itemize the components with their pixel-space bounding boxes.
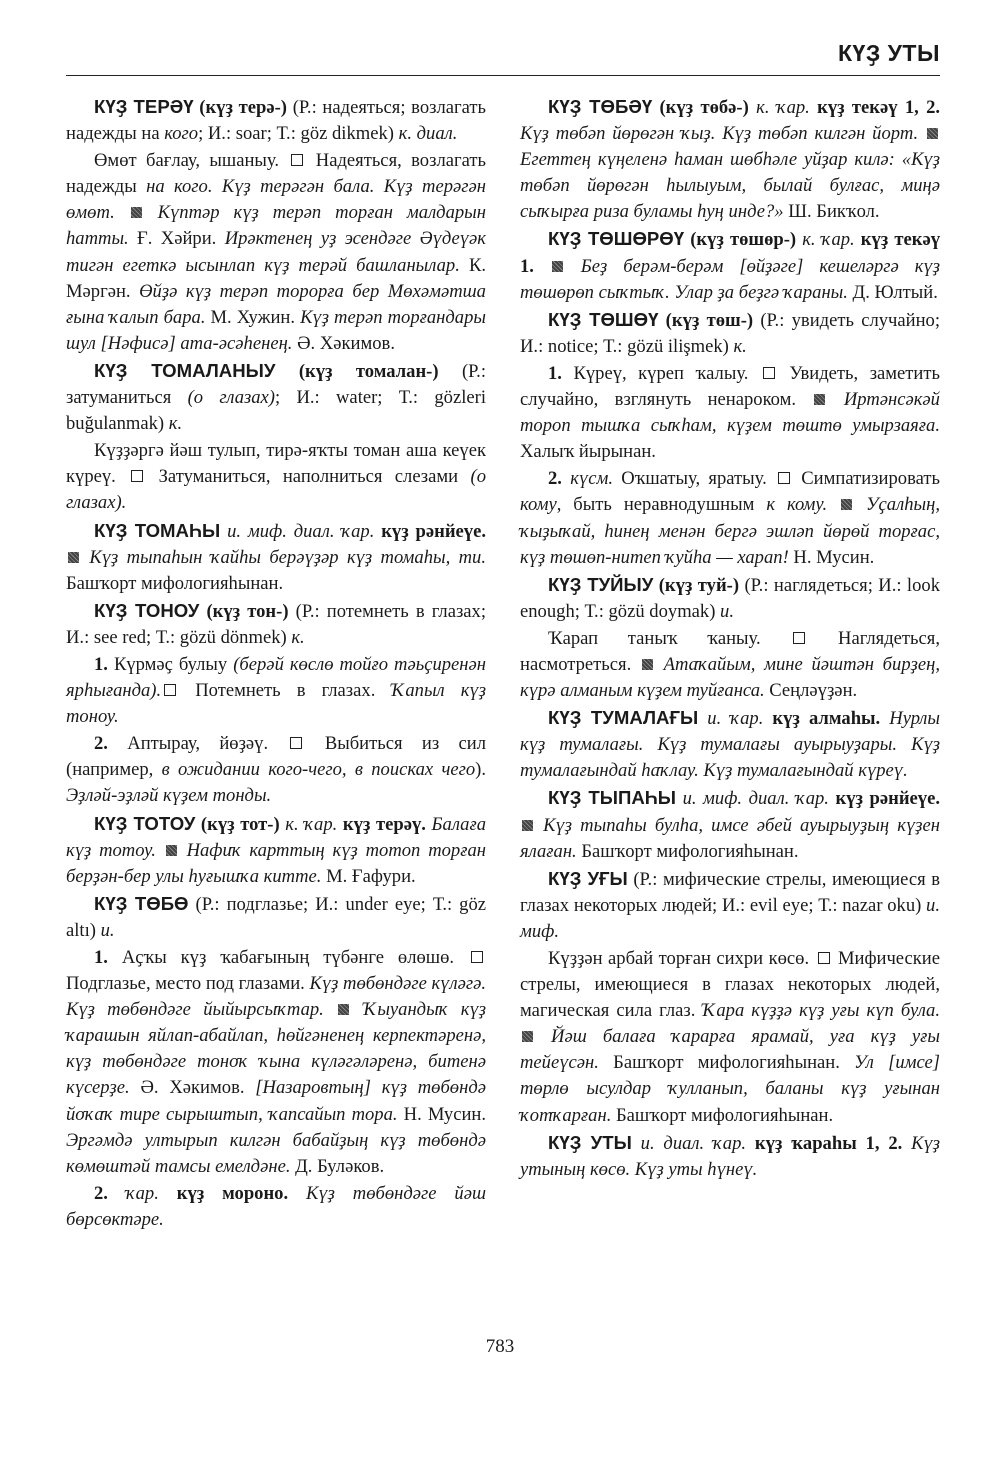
entry-kuz-uty: КҮҘ УТЫ и. диал. ҡар. күҙ ҡараһы 1, 2. Күҙ утының көсө. Күҙ уты һүнеү. [520,1131,940,1180]
translation-box-icon [818,952,830,964]
translation-box-icon [290,737,302,749]
entry-kuz-tuyyu: КҮҘ ТУЙЫУ (күҙ туй-) (Р.: наглядеться; И.: look enough; Т.: gözü doymak) и. [520,573,940,622]
quotation-square-icon [642,659,653,670]
headword: КҮҘ ТӨБӘҮ [548,96,653,117]
translation-box-icon [131,470,143,482]
translation-box-icon [164,684,176,696]
page-number: 783 [485,1336,515,1357]
entry-kuz-tonou: КҮҘ ТОНОУ (күҙ тон-) (Р.: потемнеть в глазах; И.: see red; Т.: gözü dönmek) к. [66,599,487,648]
headword: КҮҘ ТЫПАҺЫ [548,787,677,809]
entry-definition: Күҙҙән арбай торған сихри көсө. Мифические стрелы, имеющиеся в глазах некоторых людей, магическая сила глаз. Ҡара күҙҙә күҙ уғы күп була. Йәш балаға ҡарарға ярамай, уға күҙ уғы тейеүсән. Башҡорт мифологияһынан. Ул [имсе] төрлө ысулдар ҡулланып, баланы күҙ уғынан ҡотҡарған. Башҡорт мифологияһынан. [520,948,940,1126]
headword: КҮҘ ТӨБӨ [94,892,189,914]
headword: КҮҘ ТУМАЛАҒЫ [548,707,699,729]
running-head: КҮҘ УТЫ [837,40,940,66]
headword: КҮҘ ТОМАЛАНЫУ [94,359,276,381]
verb-form: (күҙ томалан-) [298,360,439,382]
quotation-square-icon [814,394,825,405]
sense-1: 1. Аҫҡы күҙ ҡабағының түбәнге өлөшө. Подглазье, место под глазами. Күҙ төбөндәге күләгә. Күҙ төбөндәге йыйырсыҡтар. Ҡыуандыҡ күҙ ҡарашын яйлап-абайлап, һөйгәненең керпектәренә, күҙ төбөндәге тоноҡ ҡына күләгәләренә, битенә күсерҙе. Ә. Хәкимов. [Назаровтың] күҙ төбөндә йоҡаҡ тире сырыштып, ҡапсайып тора. Н. Мусин. Эргәмдә ултырып килгән бабайҙың күҙ төбөндә көмөштәй тамсы емелдәне. Д. Буләков. [66,947,486,1177]
entry-kuz-totou: КҮҘ ТОТОУ (күҙ тот-) к. ҡар. күҙ терәү. Балаға күҙ тотоу. Нафиҡ карттың күҙ тотоп торған берҙән-бер улы һуғышҡа китте. М. Ғафури. [66,812,486,887]
verb-form: (күҙ төшөр-) [690,229,797,251]
verb-form: (күҙ тон-) [206,600,289,622]
quotation-square-icon [927,128,938,139]
headword: КҮҘ ТУЙЫУ [548,573,654,595]
entry-kuz-terau: КҮҘ ТЕРӘҮ (күҙ терә-) (Р.: надеяться; возлагать надежды на кого; И.: soar; Т.: göz dikmek) к. диал. [66,96,487,145]
quotation-square-icon [166,845,177,856]
translation-box-icon [291,154,303,166]
entry-kuz-tobo: КҮҘ ТӨБӨ (Р.: подглазье; И.: under eye; Т.: göz altı) и. [66,892,486,941]
entry-definition: Өмөт бағлау, ышаныу. Надеяться, возлагать надежды на кого. Күҙ терәгән бала. Күҙ терәгән өмөт. Күптәр күҙ терәп торған малдарын һатты. Ғ. Хәйри. Ирәктенең уҙ эсендәге Әүдеүәк тигән егеткә ысынлап күҙ терәй башланылар. К. Мәргән. Өйҙә күҙ терәп торорға бер Мөхәмәтша ғына ҡалып бара. М. Хужин. Күҙ терәп торғандары шул [Нәфисә] ата-әсәһенең. Ә. Хәкимов. [66,150,487,354]
verb-form: (күҙ төш-) [665,309,754,331]
quotation-square-icon [522,820,533,831]
entry-kuz-tomahy: КҮҘ ТОМАҺЫ и. миф. диал. ҡар. күҙ рәнйеүе. Күҙ тыпаһын ҡайһы берәүҙәр күҙ томаһы, ти. Башҡорт мифологияһынан. [66,519,486,594]
translation-box-icon [471,951,483,963]
quotation-square-icon [131,207,142,218]
entry-kuz-typahy: КҮҘ ТЫПАҺЫ и. миф. диал. ҡар. күҙ рәнйеүе. Күҙ тыпаһы булһа, имсе әбей ауырыуҙың күҙен ялаған. Башҡорт мифологияһынан. [520,787,940,862]
sense-1: 1. Күреү, күреп ҡалыу. Увидеть, заметить случайно, взглянуть ненароком. Иртәнсәкәй тороп тышҡа сыҡһам, күҙем төштө умырзаяға. Халыҡ йырынан. [520,362,940,463]
left-column [66,94,486,1234]
entry-kuz-tumalagy: КҮҘ ТУМАЛАҒЫ и. ҡар. күҙ алмаһы. Нурлы күҙ тумалағы. Күҙ тумалағы ауырыуҙары. Күҙ тумалағындай һаҡлау. Күҙ тумалағындай күреү. [520,707,940,782]
header-rule [66,75,940,76]
quotation-square-icon [552,261,563,272]
headword: КҮҘ УҒЫ [548,867,628,889]
translation-box-icon [793,632,805,644]
quotation-square-icon [68,552,79,563]
entry-kuz-toshorou: КҮҘ ТӨШӨРӨҮ (күҙ төшөр-) к. ҡар. күҙ текәү 1. Беҙ берәм-берәм [өйҙәге] кешеләргә күҙ төшөрөп сыҡтыҡ. Улар ҙа беҙгә ҡараны. Д. Юлтый. [520,228,941,303]
headword: КҮҘ ТӨШӨРӨҮ [548,228,685,250]
sense-2: 2. ҡар. күҙ мороно. Күҙ төбөндәге йәш бөрсөктәре. [66,1182,486,1230]
verb-form: (күҙ төбә-) [659,97,749,118]
grammar-label: к. диал. [398,123,458,145]
quotation-square-icon [522,1031,533,1042]
entry-kuz-tobau: КҮҘ ТӨБӘҮ (күҙ төбә-) к. ҡар. күҙ текәү 1, 2. Күҙ төбәп йөрөгән ҡыҙ. Күҙ төбәп килгән йорт. Егеттең күңеленә һаман шөбһәле уйҙар килә: «Күҙ төбәп йөрөгән һылыуым, былай булғас, миңә сыҡырға риза буламы һуң инде?» Ш. Бикҡол. [520,96,941,223]
headword: КҮҘ ТОТОУ [94,812,196,834]
entry-definition: Күҙҙәргә йәш тулып, тирә-яҡты томан аша кеүек күреү. Затуманиться, наполниться слезами (о глазах). [66,440,486,514]
sense-2: 2. күсм. Оҡшатыу, яратыу. Симпатизировать кому, быть неравнодушным к кому. Уҫалһың, ҡыҙыҡай, һинең менән бергә эшләп йөрөй торғас, күҙ төшөп-нитеп ҡуйһа — харап! Н. Мусин. [520,468,940,568]
headword: КҮҘ ТОНОУ [94,599,200,621]
headword: КҮҘ УТЫ [548,1131,632,1153]
translation-box-icon [763,367,775,379]
headword: КҮҘ ТӨШӨҮ [548,308,659,330]
translation-box-icon [778,472,790,484]
quotation-square-icon [841,499,852,510]
entry-definition: Ҡарап таныҡ ҡаныу. Наглядеться, насмотреться. Атаҡайым, мине йәштән бирҙең, күрә алманым күҙем туйғанса. Сеңләүҙән. [520,627,940,702]
quotation-square-icon [338,1004,349,1015]
headword: КҮҘ ТОМАҺЫ [94,519,221,541]
sense-2: 2. Аптырау, йөҙәү. Выбиться из сил (например, в ожидании кого-чего, в поисках чего). Эҙләй-эҙләй күҙем тонды. [66,733,486,807]
entry-kuz-ugy: КҮҘ УҒЫ (Р.: мифические стрелы, имеющиеся в глазах некоторых людей; И.: evil eye; Т.: nazar oku) и. миф. [520,867,940,942]
verb-form: (күҙ туй-) [658,574,740,596]
verb-form: (күҙ тот-) [200,813,280,835]
entry-kuz-tomalanyu: КҮҘ ТОМАЛАНЫУ (күҙ томалан-) (Р.: затуманиться (о глазах); И.: water; Т.: gözleri buğulanmak) к. [66,359,486,435]
entry-kuz-toshou: КҮҘ ТӨШӨҮ (күҙ төш-) (Р.: увидеть случайно; И.: notice; Т.: gözü ilişmek) к. [520,308,940,357]
verb-form: (күҙ терә-) [199,97,288,118]
sense-1: 1. Күрмәҫ булыу (берәй көслө тойғо тәьҫиренән ярһығанда). Потемнеть в глазах. Ҡапыл күҙ тоноу. [66,653,486,728]
right-column [520,94,940,1184]
headword: КҮҘ ТЕРӘҮ [94,96,194,117]
